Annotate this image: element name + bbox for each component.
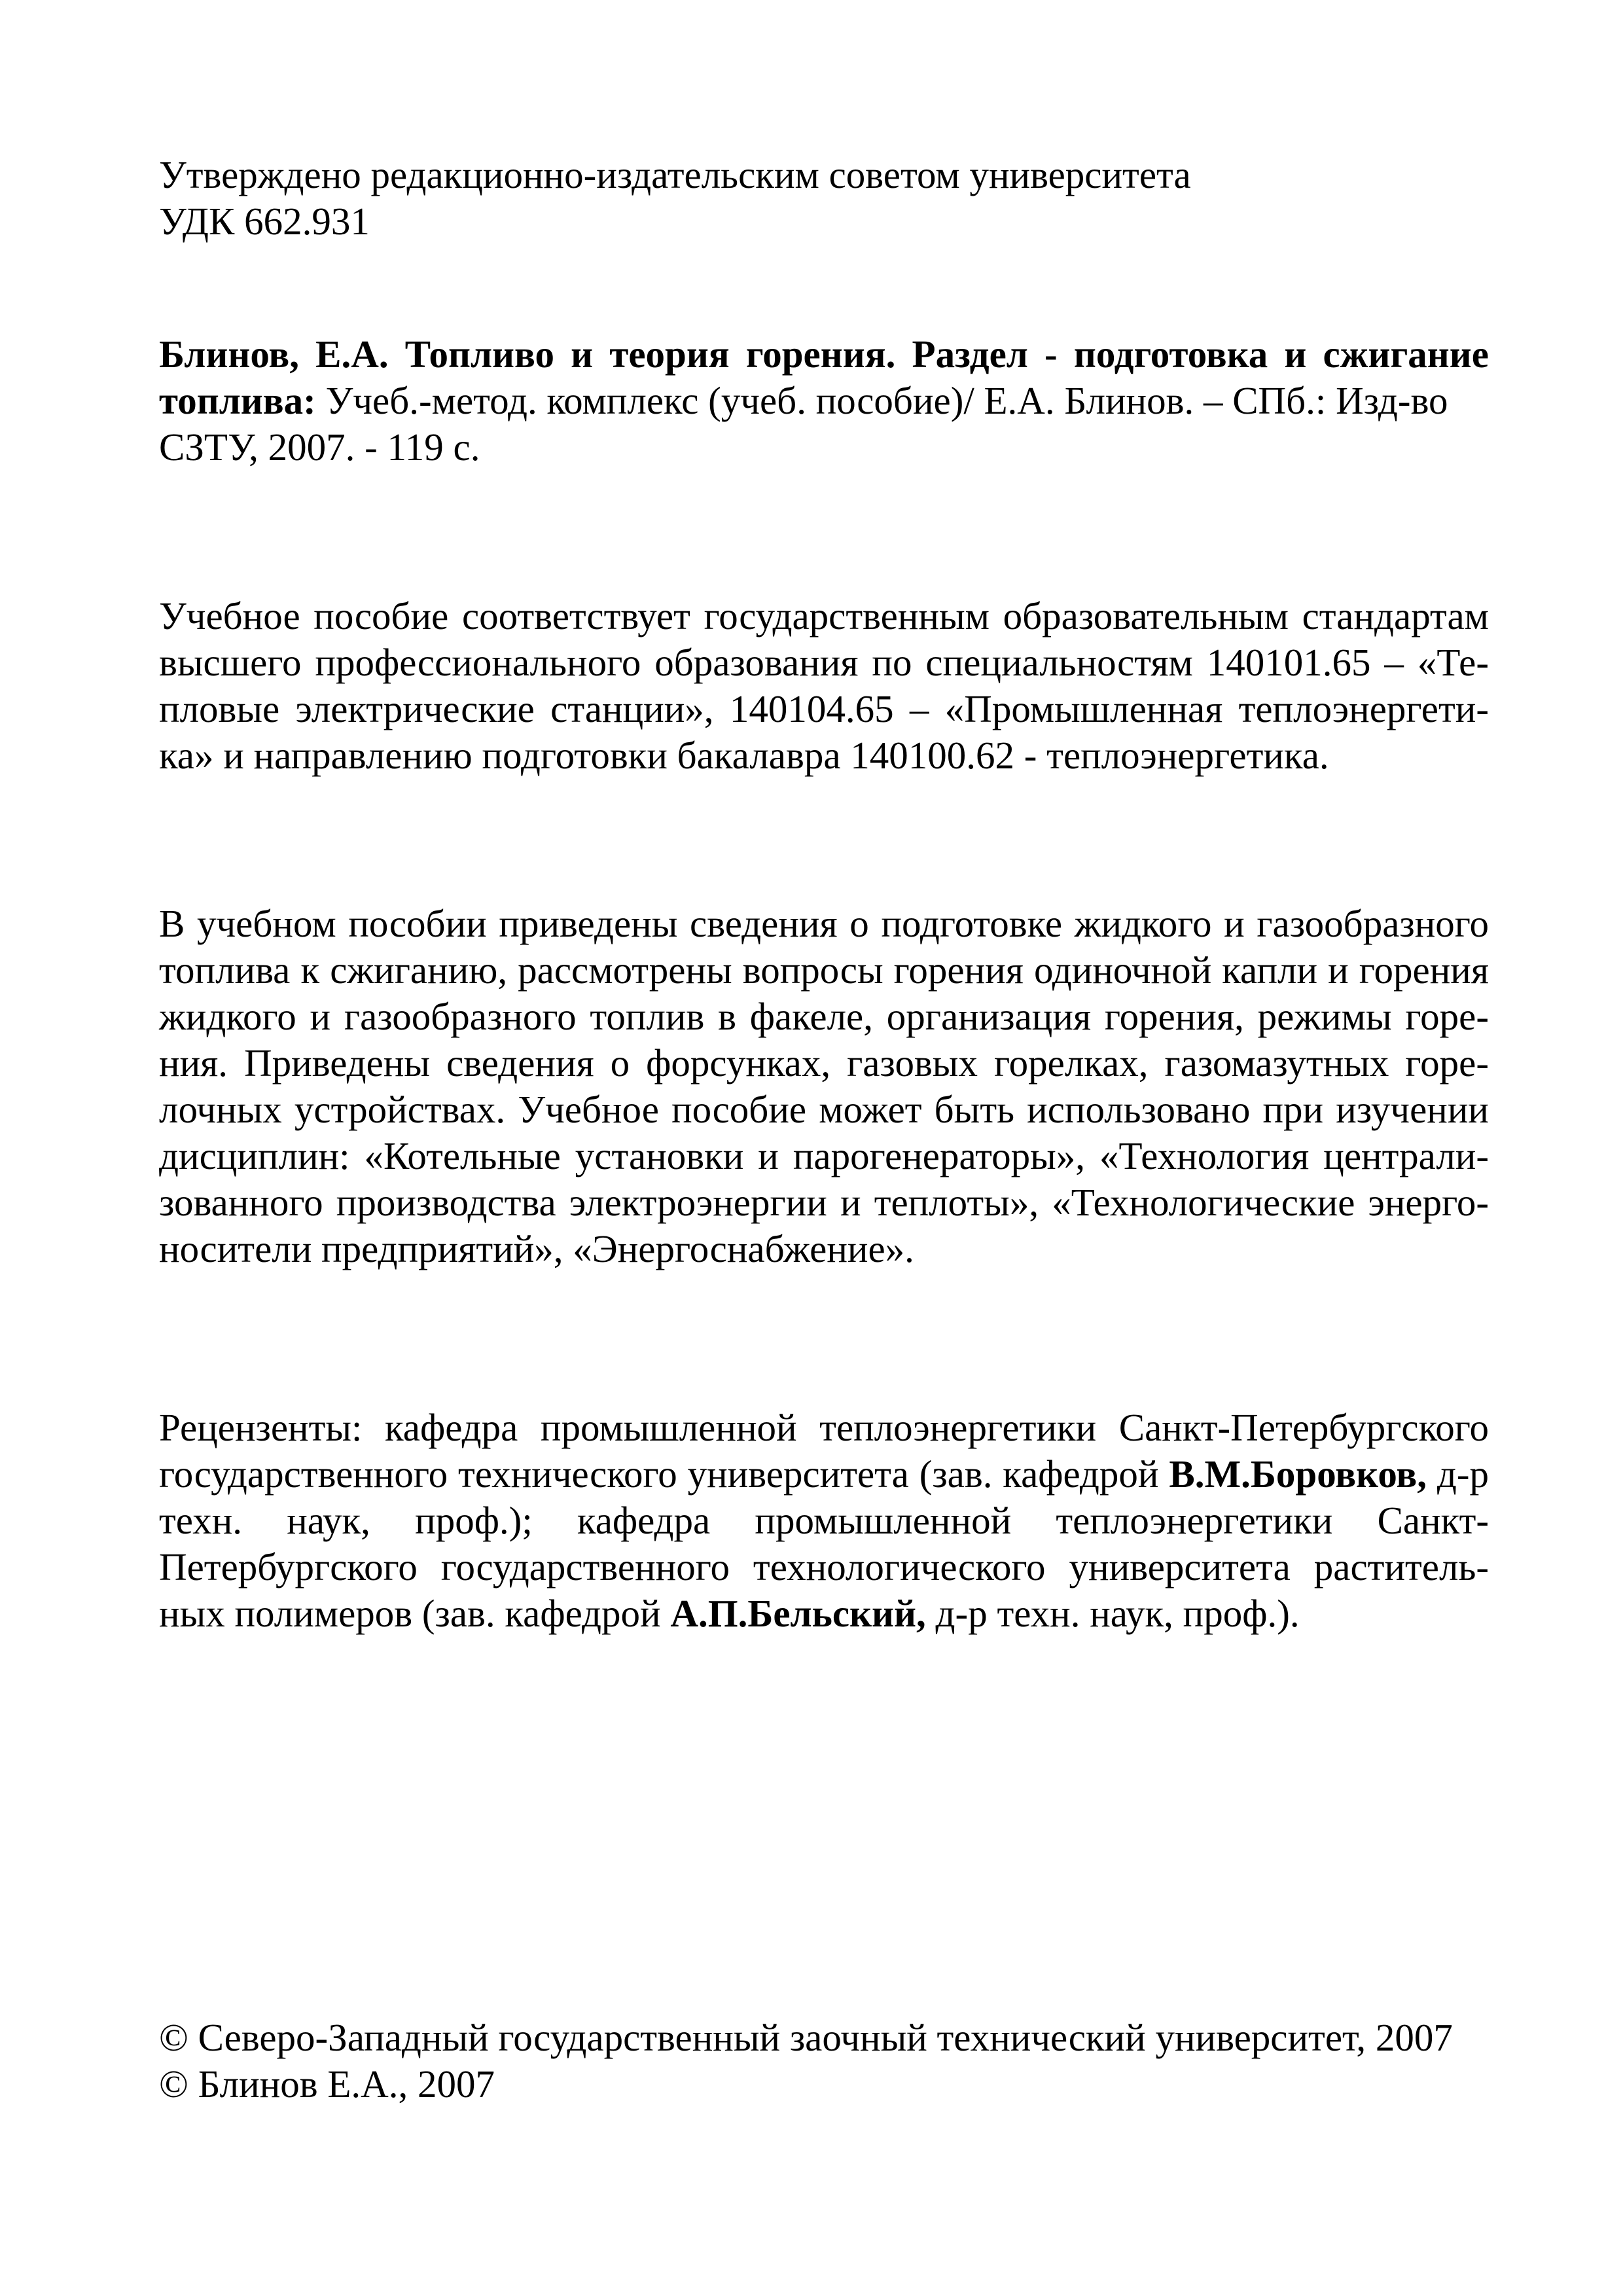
summary-line: носители предприятий», «Энергоснабжение».: [159, 1227, 914, 1270]
reviewers-paragraph: [159, 1405, 1489, 1637]
standards-paragraph: [159, 593, 1489, 779]
copyright-university: © Северо-Западный государственный заочный технический университет, 2007: [159, 2016, 1453, 2059]
summary-line: топлива к сжиганию, рассмотрены вопросы горения одиночной капли и горения: [159, 948, 1489, 992]
summary-line: лочных устройствах. Учебное пособие может быть использовано при изучении: [159, 1088, 1489, 1131]
reviewer-name-belsky: А.П.Бельский,: [670, 1592, 926, 1635]
reviewers-line: Петербургского государственного технологического университета раститель-: [159, 1545, 1489, 1588]
summary-paragraph: [159, 901, 1489, 1272]
citation-author-title: Блинов, Е.А. Топливо и теория горения. Раздел - подготовка и сжигание: [159, 332, 1489, 376]
bibliographic-citation: [159, 331, 1489, 471]
standards-line: ка» и направлению подготовки бакалавра 140100.62 - теплоэнергетика.: [159, 734, 1329, 777]
standards-line: высшего профессионального образования по специальностям 140101.65 – «Те-: [159, 641, 1489, 684]
standards-line: Учебное пособие соответствует государственным образовательным стандартам: [159, 594, 1489, 637]
summary-line: дисциплин: «Котельные установки и парогенераторы», «Технология централи-: [159, 1134, 1489, 1177]
approval-statement: Утверждено редакционно-издательским советом университета: [159, 153, 1191, 196]
reviewers-line: д-р техн. наук, проф.); кафедра промышленной теплоэнергетики Санкт-: [159, 1452, 1489, 1542]
summary-line: жидкого и газообразного топлив в факеле, организация горения, режимы горе-: [159, 995, 1489, 1038]
citation-title-end: топлива:: [159, 379, 316, 422]
summary-line: В учебном пособии приведены сведения о подготовке жидкого и газообразного: [159, 902, 1489, 945]
approval-block: [159, 152, 1489, 245]
citation-publisher-year: СЗТУ, 2007. - 119 с.: [159, 425, 480, 469]
summary-line: зованного производства электроэнергии и теплоты», «Технологические энерго-: [159, 1181, 1489, 1224]
copyright-block: [159, 2015, 1489, 2108]
standards-line: пловые электрические станции», 140104.65 – «Промышленная теплоэнергети-: [159, 687, 1489, 730]
reviewers-line: ных полимеров (зав. кафедрой: [159, 1592, 671, 1635]
copyright-author: © Блинов Е.А., 2007: [159, 2062, 495, 2106]
citation-paragraph: [159, 331, 1489, 424]
summary-line: ния. Приведены сведения о форсунках, газовых горелках, газомазутных горе-: [159, 1041, 1489, 1085]
reviewer-name-borovkov: В.М.Боровков,: [1169, 1452, 1427, 1496]
reviewers-line: Рецензенты: кафедра промышленной теплоэнергетики Санкт-Петербургского: [159, 1406, 1489, 1449]
reviewers-line: государственного технического университета (зав. кафедрой: [159, 1452, 1169, 1496]
citation-publication-info: Учеб.-метод. комплекс (учеб. пособие)/ Е.А. Блинов. – СПб.: Изд-во: [315, 379, 1448, 422]
udc-code: УДК 662.931: [159, 200, 370, 243]
reviewers-line-end: д-р техн. наук, проф.).: [925, 1592, 1300, 1635]
